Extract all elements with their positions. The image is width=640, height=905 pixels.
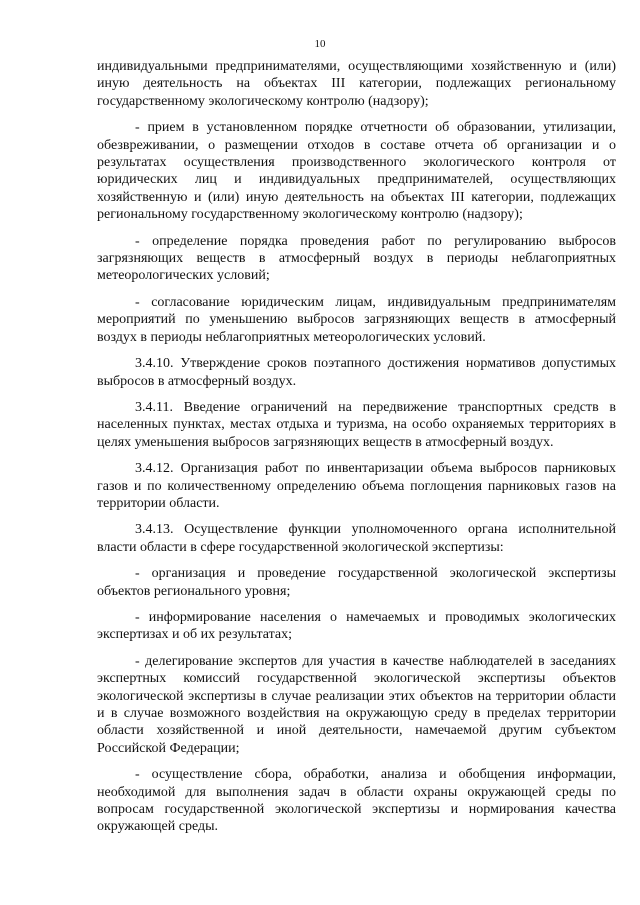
paragraph-expert-delegation: - делегирование экспертов для участия в качестве наблюдателей в заседаниях экспертных комиссий государственной экологической экспертизы объектов экологической экспертизы в случае реализации этих объектов на территории области и в случае возможного воздействия на окружающую среду в пределах территории области хозяйственной и иной деятельности, намечаемой другим субъектом Российской Федерации;	[97, 653, 616, 756]
paragraph-3-4-12: 3.4.12. Организация работ по инвентаризации объема выбросов парниковых газов и по количественному определению объема поглощения парниковых газов на территории области.	[97, 461, 616, 511]
paragraph-expertise-organization: - организация и проведение государственной экологической экспертизы объектов регионального уровня;	[97, 566, 616, 599]
paragraph-3-4-10: 3.4.10. Утверждение сроков поэтапного достижения нормативов допустимых выбросов в атмосферный воздух.	[97, 356, 616, 389]
paragraph-emission-regulation: - определение порядка проведения работ по регулированию выбросов загрязняющих веществ в атмосферный воздух в периоды неблагоприятных метеорологических условий;	[97, 233, 616, 284]
paragraph-public-informing: - информирование населения о намечаемых и проводимых экологических экспертизах и об их результатах;	[97, 609, 616, 643]
paragraph-reporting-acceptance: - прием в установленном порядке отчетности об образовании, утилизации, обезвреживании, о размещении отходов в составе отчета об организации и о результатах осуществления производственного экологического контроля от юридических лиц и индивидуальных предпринимателей, осуществляющих хозяйственную и (или) иную деятельность на объектах III категории, подлежащих региональному государственному экологическому контролю (надзору);	[97, 120, 616, 223]
paragraph-3-4-13: 3.4.13. Осуществление функции уполномоченного органа исполнительной власти области в сфере государственной экологической экспертизы:	[97, 522, 616, 555]
page-number: 10	[314, 38, 326, 50]
paragraph-measures-approval: - согласование юридическим лицам, индивидуальным предпринимателям мероприятий по уменьшению выбросов загрязняющих веществ в атмосферный воздух в периоды неблагоприятных метеорологических условий.	[97, 294, 616, 345]
paragraph-information-collection: - осуществление сбора, обработки, анализа и обобщения информации, необходимой для выполнения задач в области охраны окружающей среды по вопросам государственной экологической экспертизы и нормирования качества окружающей среды.	[97, 767, 616, 835]
document-body	[97, 58, 616, 845]
paragraph-3-4-11: 3.4.11. Введение ограничений на передвижение транспортных средств в населенных пунктах, местах отдыха и туризма, на особо охраняемых территориях в целях уменьшения выбросов загрязняющих веществ в атмосферный воздух.	[97, 399, 616, 450]
paragraph-continuation: индивидуальными предпринимателями, осуществляющими хозяйственную и (или) иную деятельность на объектах III категории, подлежащих региональному государственному экологическому контролю (надзору);	[97, 59, 616, 109]
